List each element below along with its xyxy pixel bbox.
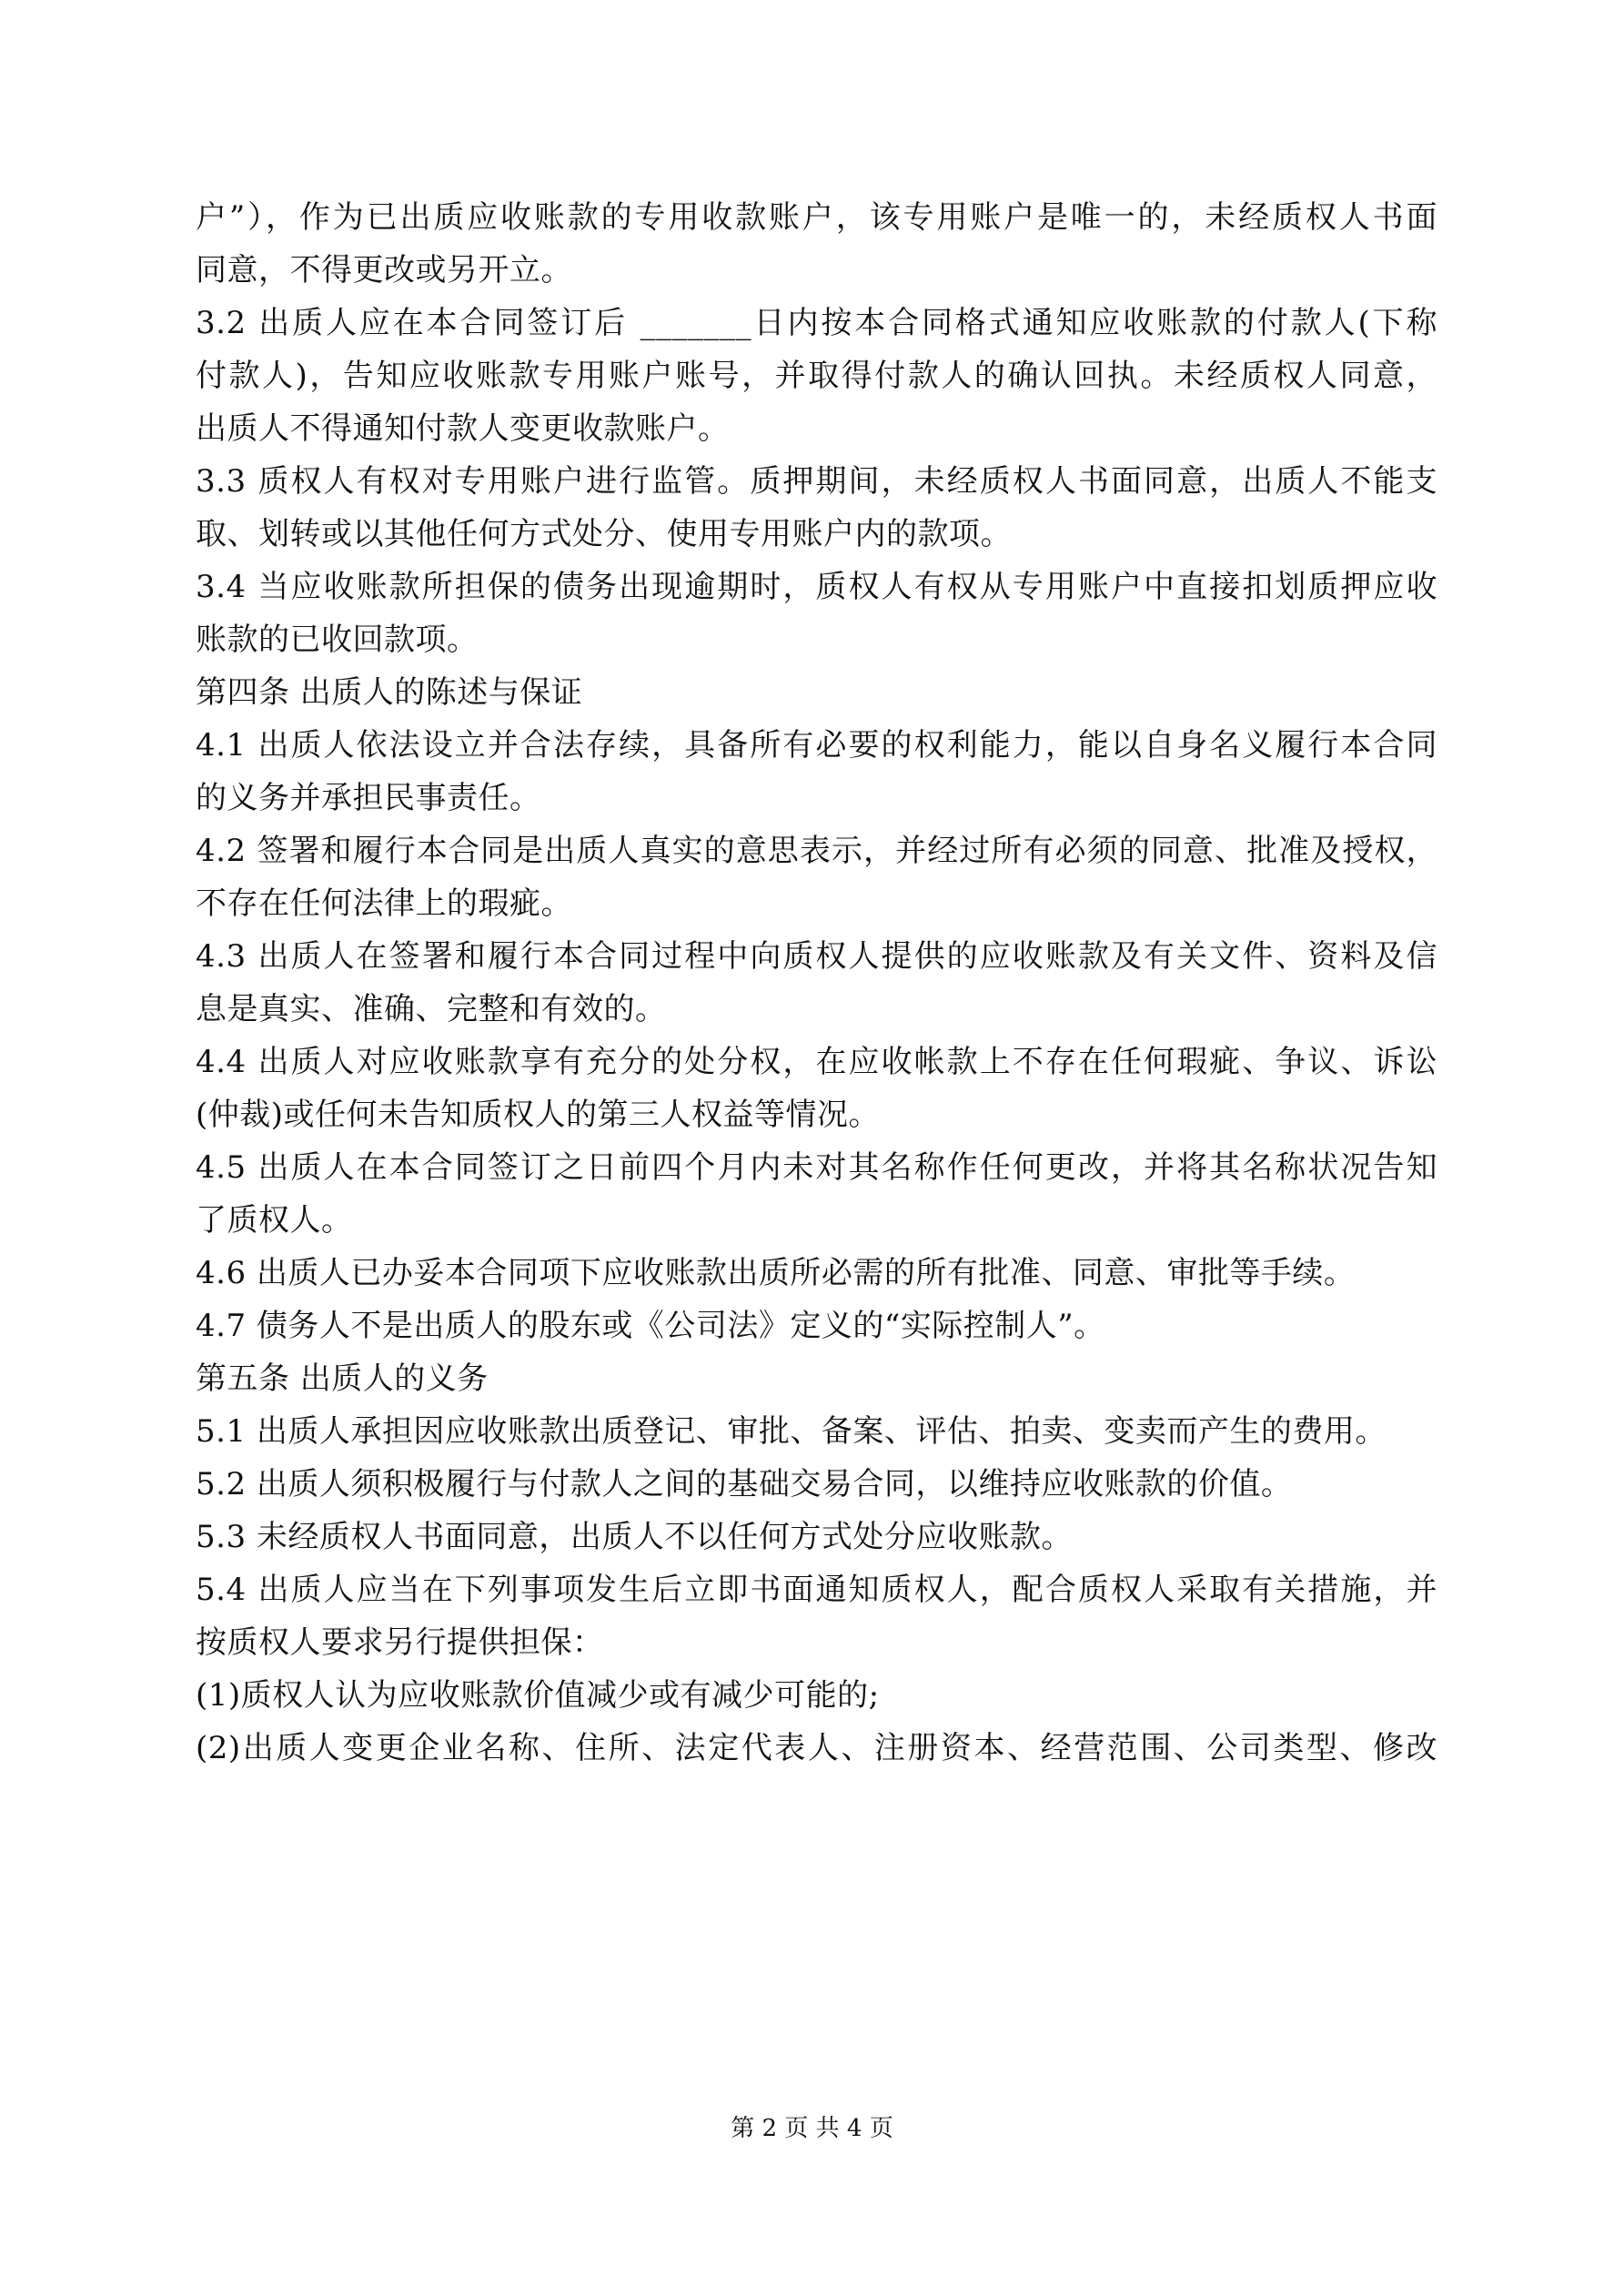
- section-heading: 第五条 出质人的义务: [196, 1360, 489, 1397]
- text-line: (1)质权人认为应收账款价值减少或有减少可能的;: [196, 1677, 880, 1714]
- text-line: 5.4 出质人应当在下列事项发生后立即书面通知质权人，配合质权人采取有关措施，并: [196, 1572, 1437, 1608]
- section-heading: 第四条 出质人的陈述与保证: [196, 674, 583, 711]
- text-line: 3.3 质权人有权对专用账户进行监管。质押期间，未经质权人书面同意，出质人不能支: [196, 463, 1437, 500]
- text-line: 4.2 签署和履行本合同是出质人真实的意思表示，并经过所有必须的同意、批准及授权，: [196, 833, 1437, 869]
- text-line: 取、划转或以其他任何方式处分、使用专用账户内的款项。: [196, 516, 1012, 552]
- text-line: 5.3 未经质权人书面同意，出质人不以任何方式处分应收账款。: [196, 1519, 1073, 1555]
- text-line: 4.4 出质人对应收账款享有充分的处分权，在应收帐款上不存在任何瑕疵、争议、诉讼: [196, 1044, 1437, 1080]
- text-line: 4.7 债务人不是出质人的股东或《公司法》定义的“实际控制人”。: [196, 1308, 1105, 1344]
- text-line: 同意，不得更改或另开立。: [196, 252, 572, 288]
- document-body: [196, 191, 1437, 1775]
- text-line: 出质人不得通知付款人变更收款账户。: [196, 410, 730, 447]
- text-line: 账款的已收回款项。: [196, 622, 479, 658]
- text-line: 5.1 出质人承担因应收账款出质登记、审批、备案、评估、拍卖、变卖而产生的费用。: [196, 1413, 1387, 1450]
- text-line: 5.2 出质人须积极履行与付款人之间的基础交易合同，以维持应收账款的价值。: [196, 1466, 1293, 1502]
- text-line: 付款人)，告知应收账款专用账户账号，并取得付款人的确认回执。未经质权人同意，: [196, 358, 1437, 394]
- text-line: 4.3 出质人在签署和履行本合同过程中向质权人提供的应收账款及有关文件、资料及信: [196, 938, 1437, 975]
- text-line: 不存在任何法律上的瑕疵。: [196, 885, 572, 922]
- text-line: 了质权人。: [196, 1202, 353, 1239]
- text-line: (仲裁)或任何未告知质权人的第三人权益等情况。: [196, 1097, 881, 1133]
- text-line: 3.4 当应收账款所担保的债务出现逾期时，质权人有权从专用账户中直接扣划质押应收: [196, 569, 1437, 605]
- text-line: 4.1 出质人依法设立并合法存续，具备所有必要的权利能力，能以自身名义履行本合同: [196, 727, 1437, 764]
- text-line: (2)出质人变更企业名称、住所、法定代表人、注册资本、经营范围、公司类型、修改: [196, 1730, 1437, 1766]
- text-line: 4.5 出质人在本合同签订之日前四个月内未对其名称作任何更改，并将其名称状况告知: [196, 1149, 1437, 1186]
- text-line: 按质权人要求另行提供担保：: [196, 1624, 604, 1661]
- text-line: 的义务并承担民事责任。: [196, 780, 541, 816]
- text-line: 户”），作为已出质应收账款的专用收款账户，该专用账户是唯一的，未经质权人书面: [196, 199, 1437, 236]
- page-number-footer: 第 2 页 共 4 页: [731, 2115, 893, 2142]
- text-line: 4.6 出质人已办妥本合同项下应收账款出质所必需的所有批准、同意、审批等手续。: [196, 1255, 1356, 1291]
- text-line: 3.2 出质人应在本合同签订后 _______日内按本合同格式通知应收账款的付款人(下称: [196, 305, 1437, 341]
- text-line: 息是真实、准确、完整和有效的。: [196, 991, 667, 1027]
